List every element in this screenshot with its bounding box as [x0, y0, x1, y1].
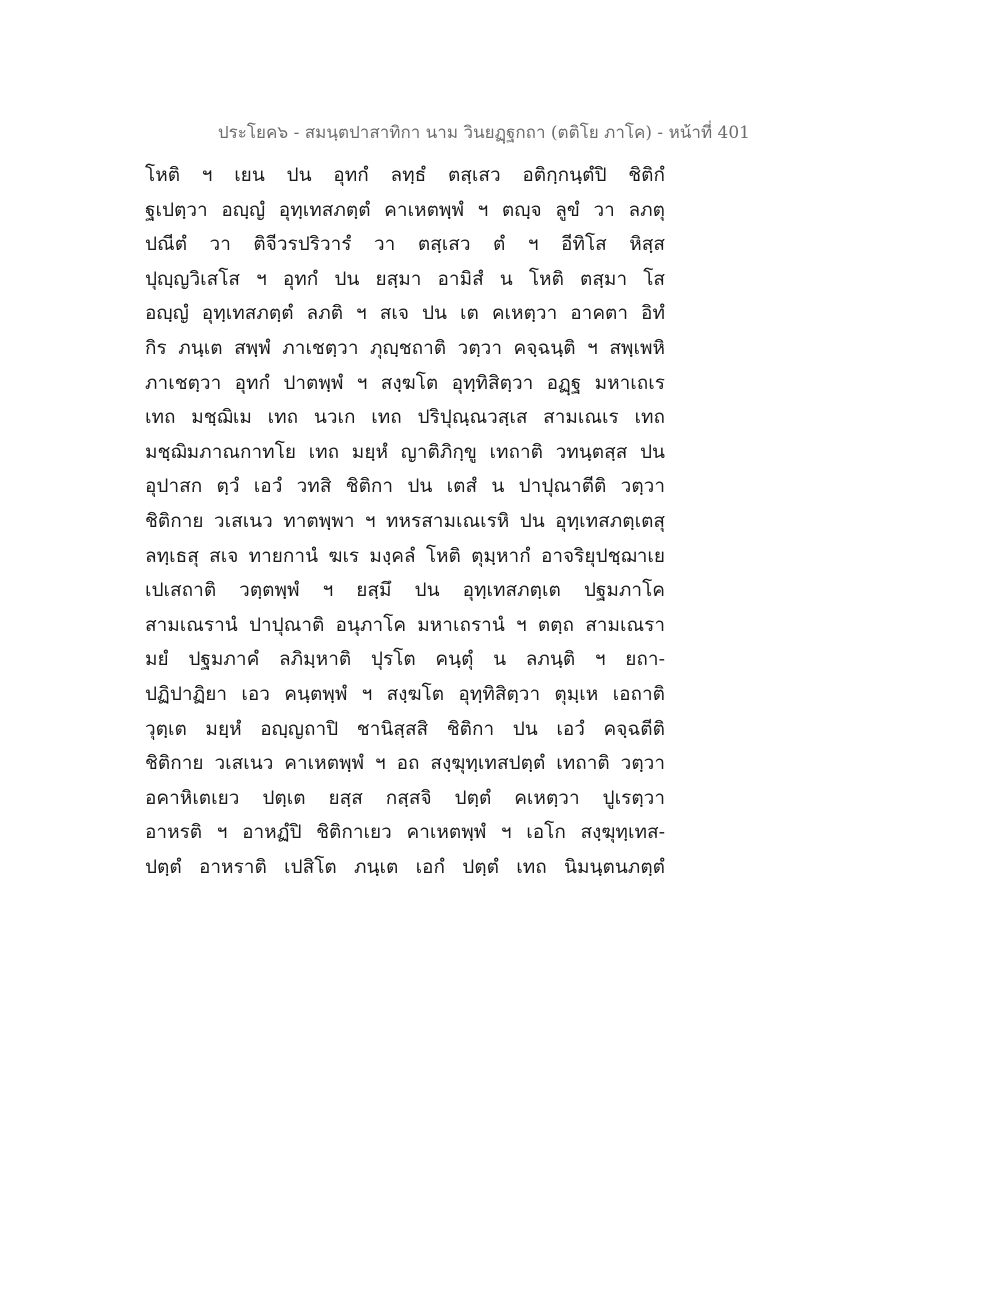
text-line: สามเณรานํ ปาปุณาติ อนุภาโค มหาเถรานํ ฯ ตตฺถ สามเณรา	[145, 613, 665, 636]
text-line: ปฏิปาฏิยา เอว คนฺตพฺพํ ฯ สงฺฆโต อุทฺทิสิตฺวา ตุมฺเห เอถาติ	[145, 682, 665, 705]
text-line: มชฺฌิมภาณกาทโย เทถ มยฺหํ ญาติภิกฺขู เทถาติ วทนฺตสฺส ปน	[145, 440, 665, 463]
text-line: ปุญฺญวิเสโส ฯ อุทกํ ปน ยสฺมา อามิสํ น โหติ ตสฺมา โส	[145, 267, 665, 290]
text-line: ลทฺเธสุ สเจ ทายกานํ ฆเร มงฺคลํ โหติ ตุมฺหากํ อาจริยุปชฺฌาเย	[145, 544, 665, 567]
text-line: มยํ ปฐมภาคํ ลภิมฺหาติ ปุรโต คนฺตุํ น ลภนฺติ ฯ ยถา-	[145, 648, 665, 671]
text-line: อญฺญํ อุทฺเทสภตฺตํ ลภติ ฯ สเจ ปน เต คเหตฺวา อาคตา อิทํ	[145, 302, 665, 325]
text-line: ชิติกาย วเสเนว ทาตพฺพา ฯ ทหรสามเณเรหิ ปน อุทฺเทสภตฺเตสุ	[145, 509, 665, 532]
text-line: กิร ภนฺเต สพฺพํ ภาเชตฺวา ภุญฺชถาติ วตฺวา คจฺฉนฺติ ฯ สพฺเพหิ	[145, 336, 665, 359]
text-line: ปณีตํ วา ติจีวรปริวารํ วา ตสฺเสว ตํ ฯ อีทิโส หิสฺส	[145, 233, 665, 256]
text-line: อุปาสก ตฺวํ เอวํ วทสิ ชิติกา ปน เตสํ น ปาปุณาตีติ วตฺวา	[145, 475, 665, 498]
text-line: อคาหิเตเยว ปตฺเต ยสฺส กสฺสจิ ปตฺตํ คเหตฺวา ปูเรตฺวา	[145, 786, 665, 809]
text-line: ภาเชตฺวา อุทกํ ปาตพฺพํ ฯ สงฺฆโต อุทฺทิสิตฺวา อฏฺฐ มหาเถเร	[145, 371, 665, 394]
text-line: โหติ ฯ เยน ปน อุทกํ ลทฺธํ ตสฺเสว อติกฺกนฺตํปิ ชิติกํ	[145, 164, 665, 186]
text-line: อาหรติ ฯ อาหฏํปิ ชิติกาเยว คาเหตพฺพํ ฯ เอโก สงฺฆุทฺเทส-	[145, 821, 665, 844]
text-line: ฐเปตฺวา อญฺญํ อุทฺเทสภตฺตํ คาเหตพฺพํ ฯ ตญฺจ ลูขํ วา ลภตุ	[145, 198, 665, 221]
text-line: เทถ มชฺฌิเม เทถ นวเก เทถ ปริปุณฺณวสฺเส สามเณเร เทถ	[145, 406, 665, 429]
text-line: เปเสถาติ วตฺตพฺพํ ฯ ยสฺมึ ปน อุทฺเทสภตฺเต ปฐมภาโค	[145, 579, 665, 602]
text-line: ชิติกาย วเสเนว คาเหตพฺพํ ฯ อถ สงฺฆุทฺเทสปตฺตํ เทถาติ วตฺวา	[145, 752, 665, 775]
text-line: วุตฺเต มยฺหํ อญฺญถาปิ ชานิสฺสสิ ชิติกา ปน เอวํ คจฺฉตีติ	[145, 717, 665, 740]
body-text	[145, 158, 665, 884]
text-line: ปตฺตํ อาหราติ เปสิโต ภนฺเต เอกํ ปตฺตํ เทถ นิมนฺตนภตฺตํ	[145, 855, 665, 878]
page-header: ประโยค๖ - สมนฺตปาสาทิกา นาม วินยฏฺฐกถา (ตติโย ภาโค) - หน้าที่ 401	[217, 123, 750, 143]
